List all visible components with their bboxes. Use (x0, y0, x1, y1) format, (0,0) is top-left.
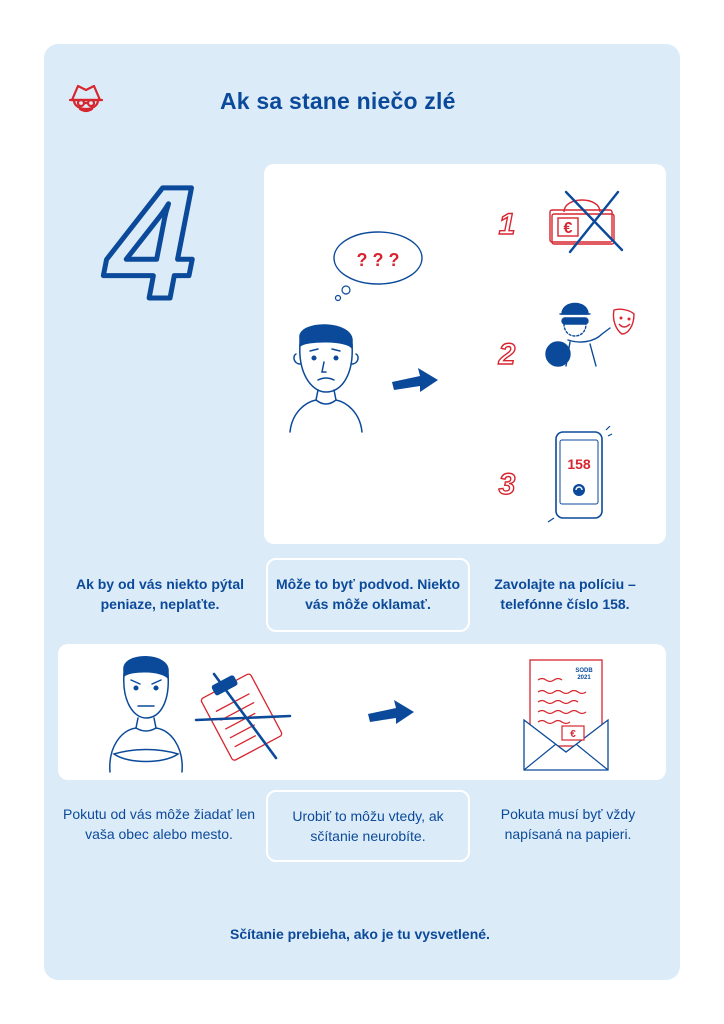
crossed-money-icon (544, 188, 626, 254)
person-arms-crossed-icon (104, 650, 188, 774)
letter-header-line-2: 2021 (577, 675, 591, 681)
caption-fraud: Môže to byť podvod. Niekto vás môže oklamať. (266, 558, 470, 632)
caption-call-police: Zavolajte na políciu – telefónne číslo 158. (494, 576, 636, 612)
thief-with-mask-icon (544, 300, 640, 370)
letter-header-line-1: SODB (575, 668, 593, 674)
arrow-right-icon (390, 366, 440, 394)
fine-letter-envelope-icon (520, 654, 612, 774)
confused-person-icon (286, 318, 366, 434)
step-label-3-text: 3 (498, 468, 516, 500)
crossed-clipboard-icon (190, 668, 294, 764)
footer-note: Sčítanie prebieha, ako je tu vysvetlené. (230, 926, 490, 942)
arrow-right-icon-2 (366, 698, 416, 726)
step-label-2-text: 2 (498, 338, 516, 370)
step-label-2 (494, 336, 520, 370)
question-marks-text: ? ? ? (356, 250, 400, 270)
caption-ask-money: Ak by od vás niekto pýtal peniaze, neplaťte. (75, 576, 245, 612)
step-label-1-text: 1 (498, 208, 516, 240)
detective-logo-icon (66, 78, 106, 118)
step-label-1 (494, 206, 520, 240)
euro-symbol-text: € (563, 220, 573, 237)
step-number-text: 4 (106, 170, 195, 310)
phone-call-police-icon (546, 426, 614, 528)
page-title: Ak sa stane niečo zlé (220, 88, 456, 114)
caption-fine-who: Pokutu od vás môže žiadať len vaša obec alebo mesto. (62, 806, 256, 842)
step-label-3 (494, 466, 520, 500)
step-number-four (96, 170, 226, 310)
caption-fine-paper: Pokuta musí byť vždy napísaná na papieri. (500, 806, 636, 842)
letter-euro-symbol: € (570, 729, 576, 740)
caption-fine-when: Urobiť to môžu vtedy, ak sčítanie neurobíte. (266, 790, 470, 862)
thought-bubble-icon (328, 226, 424, 302)
phone-number-text: 158 (567, 456, 591, 472)
